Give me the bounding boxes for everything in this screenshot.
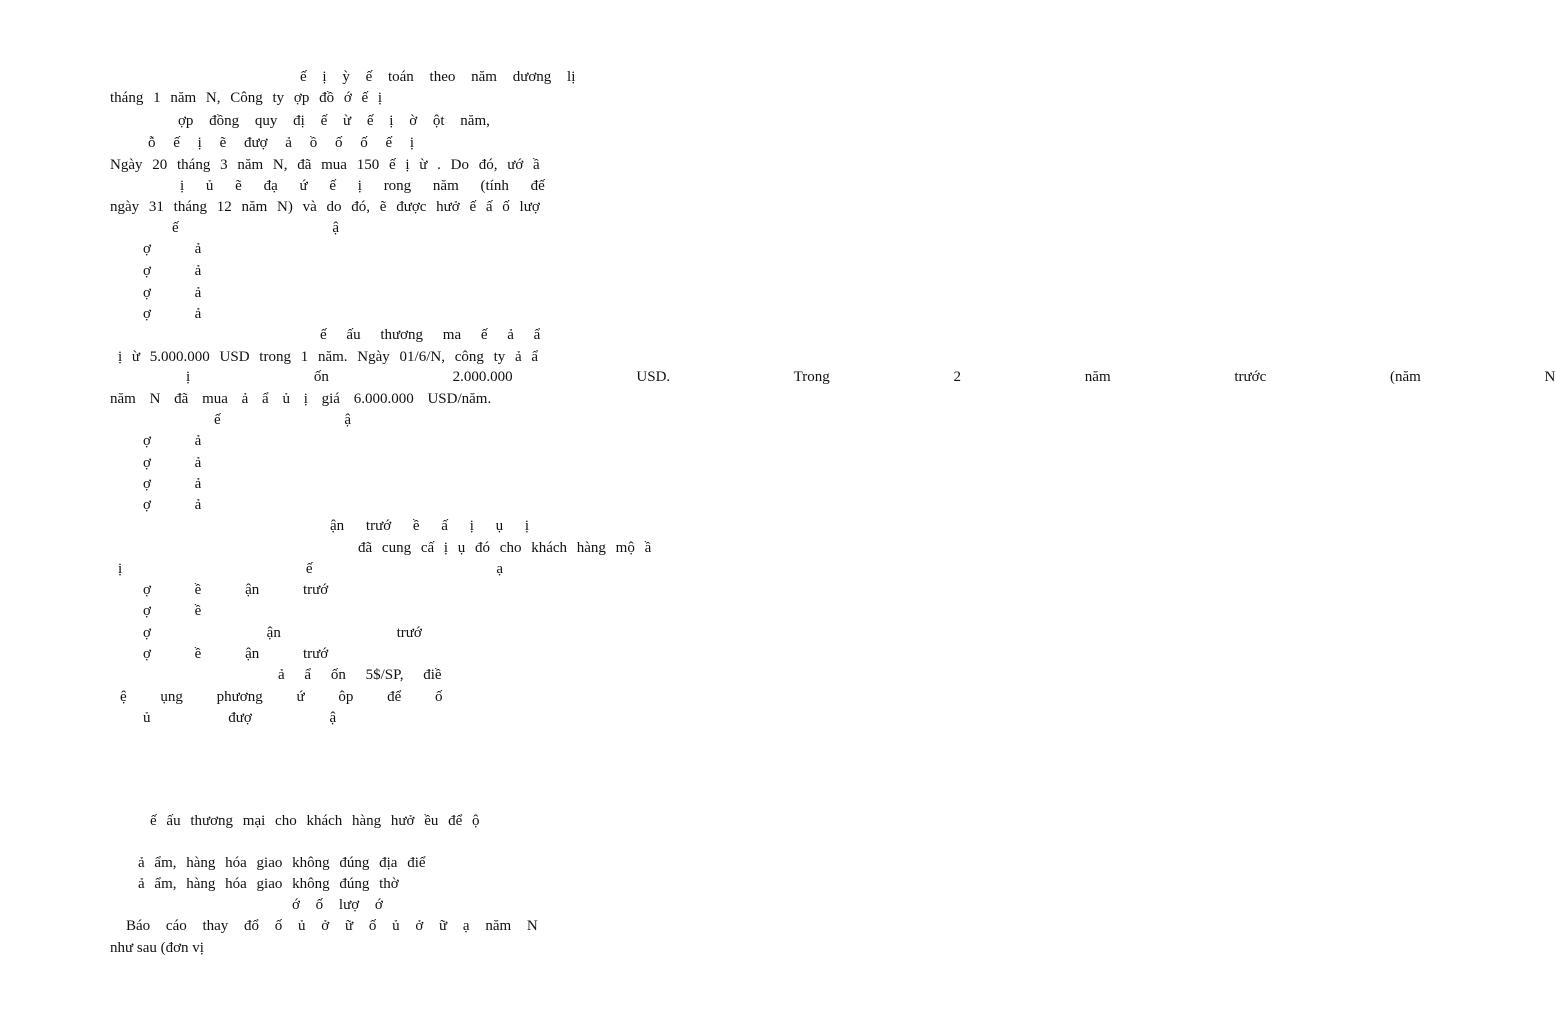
text-line-3: ợp đồng quy đị ế ừ ế ị ờ ột năm, xyxy=(178,113,490,129)
text-line-28: ợ ề ận trướ xyxy=(143,646,329,662)
text-line-11: ợ ả xyxy=(143,285,202,301)
text-line-6: ị ủ ẽ đạ ứ ế ị rong năm (tính đế xyxy=(180,178,545,194)
text-line-9: ợ ả xyxy=(143,241,202,257)
text-line-23: đã cung cấ ị ụ đó cho khách hàng mộ ầ xyxy=(358,540,652,556)
text-line-31: ủ đượ ậ xyxy=(143,710,337,726)
text-line-5: Ngày 20 tháng 3 năm N, đã mua 150 ế ị ừ . Do đó, ướ ầ xyxy=(110,157,540,173)
text-line-22: ận trướ ề ấ ị ụ ị xyxy=(330,518,530,534)
text-line-24: ị ế ạ xyxy=(118,561,503,577)
text-line-29: ả ẩ ốn 5$/SP, điề xyxy=(278,667,442,683)
text-line-7: ngày 31 tháng 12 năm N) và do đó, ẽ được hưở ế ấ ố lượ xyxy=(110,199,540,215)
text-line-19: ợ ả xyxy=(143,455,202,471)
text-line-26: ợ ề xyxy=(143,603,202,619)
text-line-14: ị ừ 5.000.000 USD trong 1 năm. Ngày 01/6/N, công ty ả ẩ xyxy=(118,349,539,365)
text-line-20: ợ ả xyxy=(143,476,202,492)
text-line-1: ế ị ỳ ế toán theo năm dương lị xyxy=(300,69,576,85)
text-line-13: ế ấu thương ma ế ả ẩ xyxy=(320,327,541,343)
text-line-12: ợ ả xyxy=(143,306,202,322)
text-line-8: ế ậ xyxy=(172,220,340,236)
text-line-35: ớ ố lượ ớ xyxy=(292,897,383,913)
text-line-32: ế ấu thương mại cho khách hàng hưở ều để ộ xyxy=(150,813,480,829)
text-line-18: ợ ả xyxy=(143,433,202,449)
text-line-37: như sau (đơn vị xyxy=(110,940,204,956)
text-line-10: ợ ả xyxy=(143,263,202,279)
text-line-17: ế ậ xyxy=(214,412,352,428)
text-line-36: Báo cáo thay đổ ố ủ ở ữ ố ủ ở ữ ạ năm N xyxy=(126,918,538,934)
text-line-33: ả ẩm, hàng hóa giao không đúng địa điể xyxy=(138,855,426,871)
text-line-21: ợ ả xyxy=(143,497,202,513)
text-line-2: tháng 1 năm N, Công ty ợp đồ ớ ế ị xyxy=(110,90,383,106)
text-line-15: ị ốn 2.000.000 USD. Trong 2 năm trước (năm N xyxy=(186,369,1555,385)
text-line-34: ả ẩm, hàng hóa giao không đúng thờ xyxy=(138,876,399,892)
text-line-16: năm N đã mua ả ẩ ủ ị giá 6.000.000 USD/năm. xyxy=(110,391,492,407)
text-line-30: ệ ụng phương ứ ôp để ố xyxy=(120,689,443,705)
text-line-27: ợ ận trướ xyxy=(143,625,422,641)
text-line-25: ợ ề ận trướ xyxy=(143,582,329,598)
text-line-4: ỗ ế ị ẽ đượ ả ồ ố ố ế ị xyxy=(148,135,415,151)
